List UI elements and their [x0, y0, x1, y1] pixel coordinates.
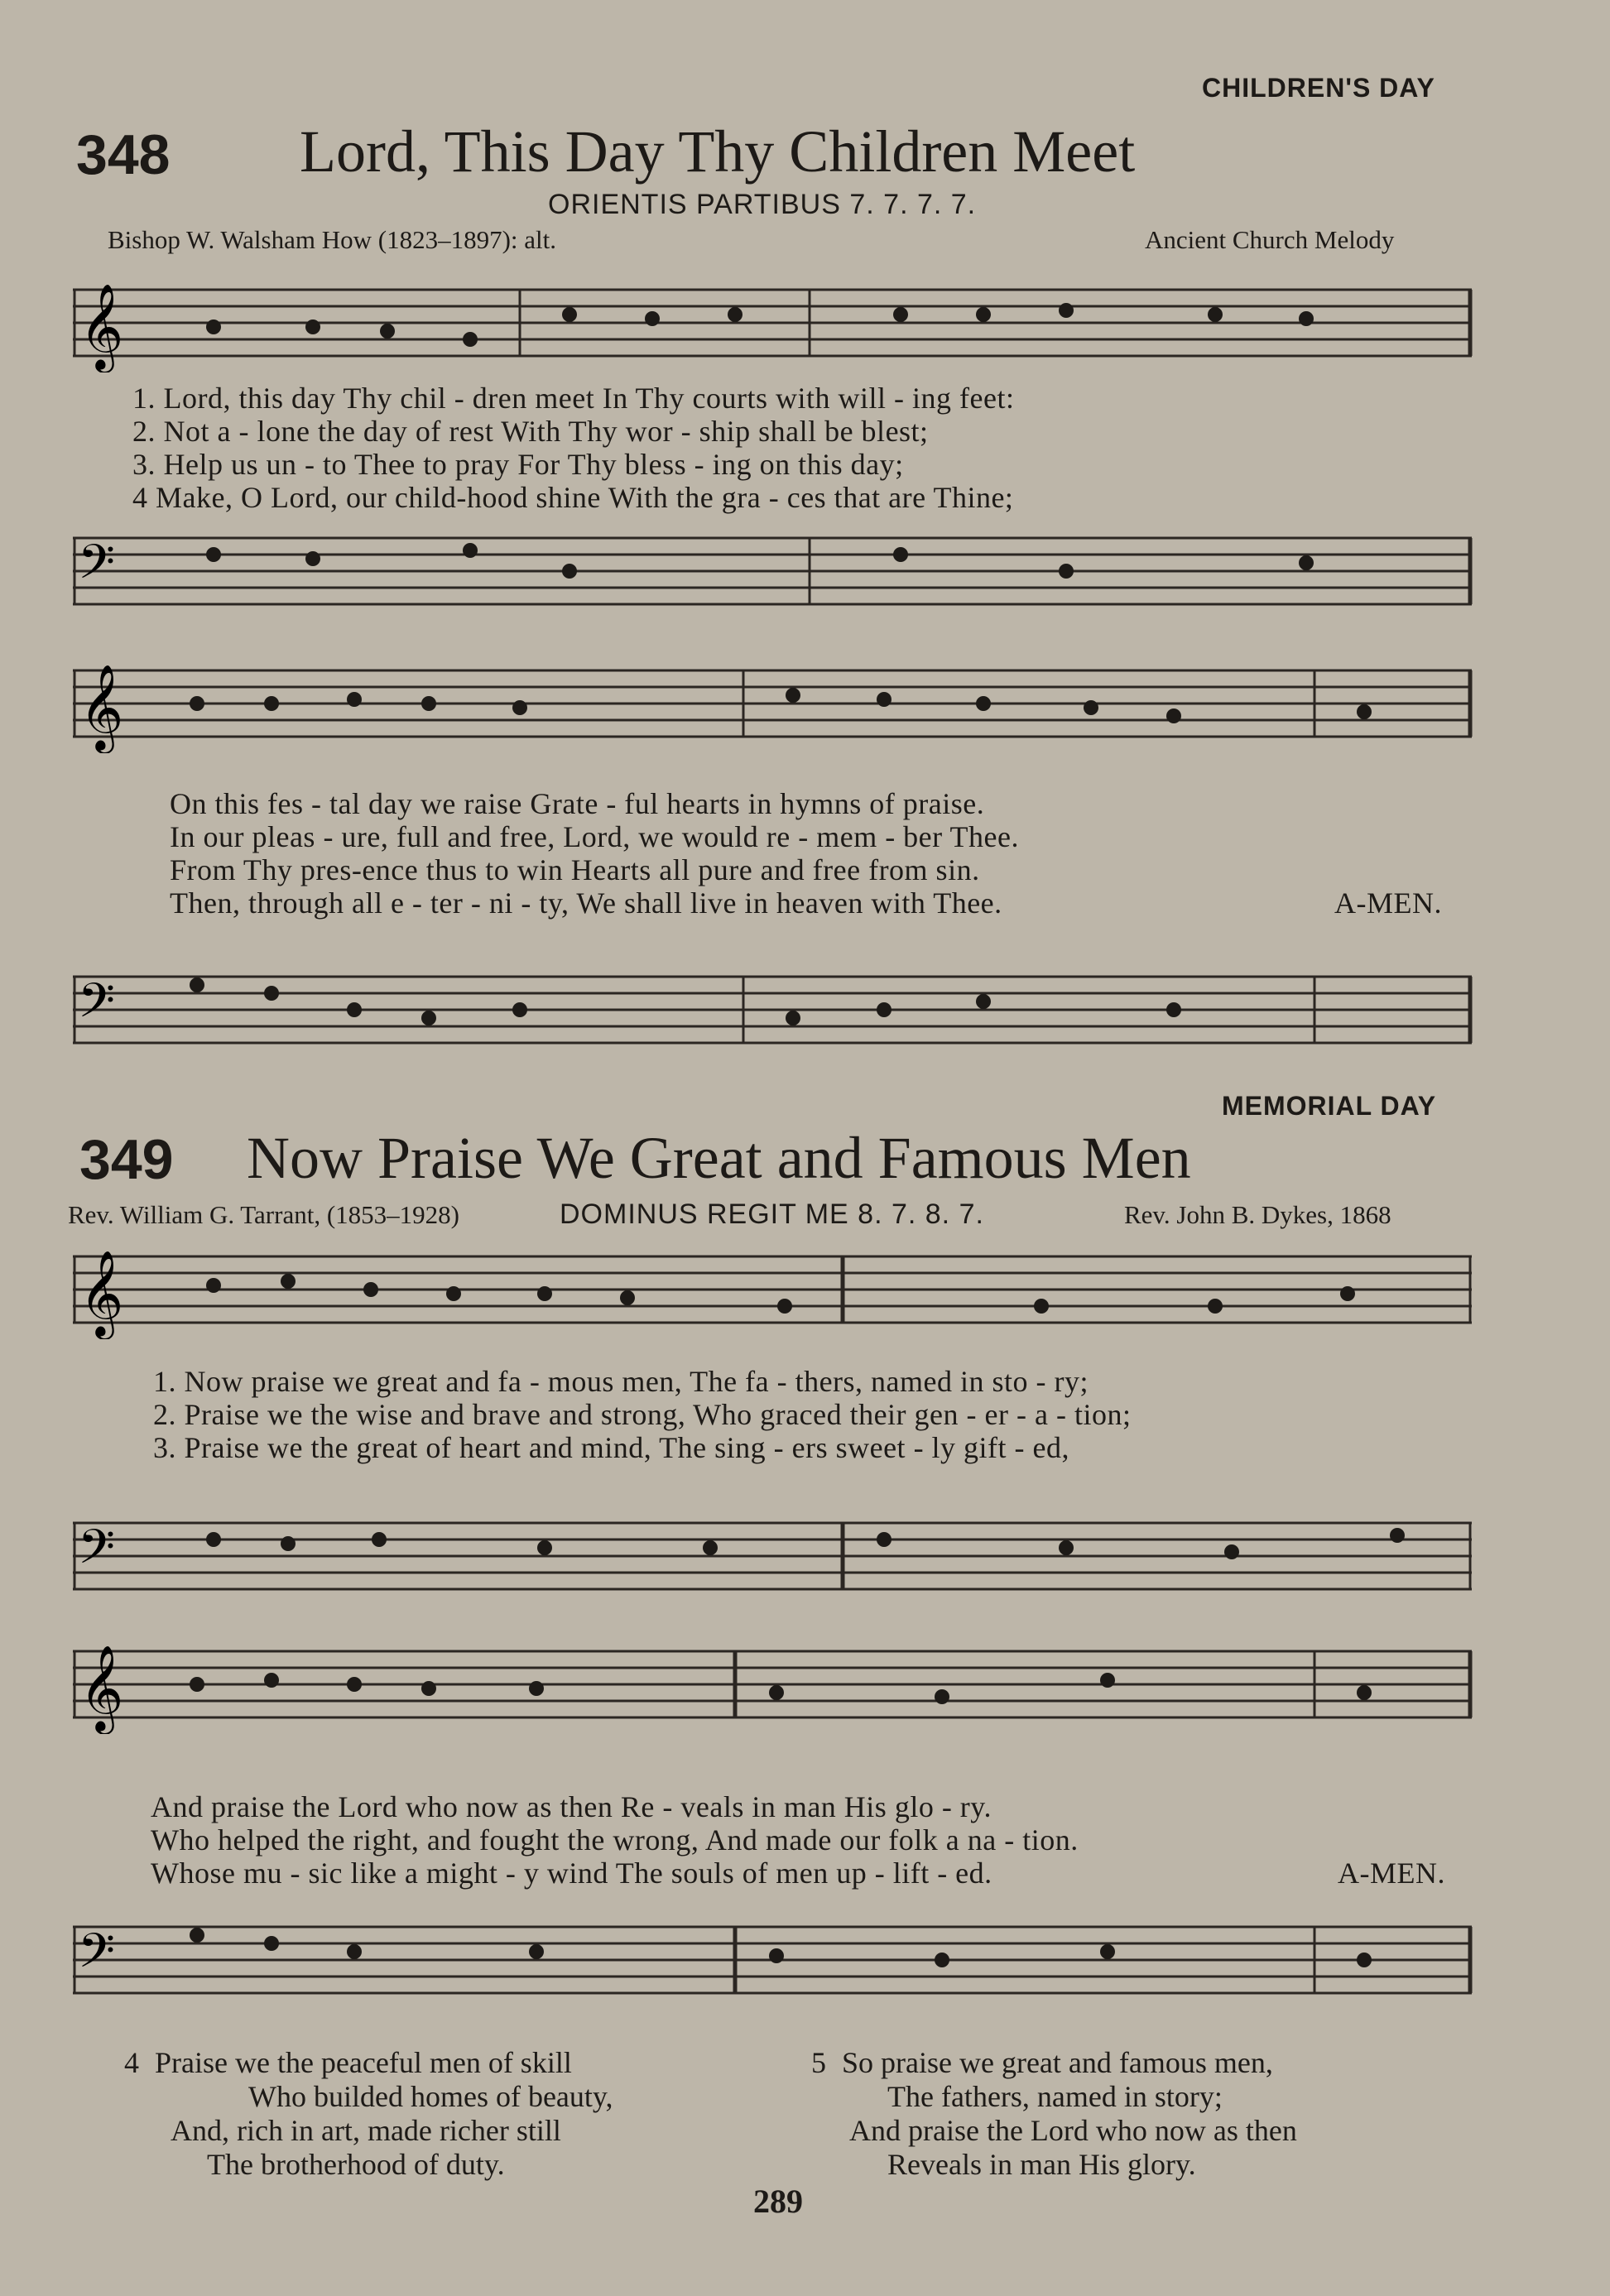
- amen-349: A-MEN.: [1338, 1856, 1445, 1890]
- lyric-348-b-1: On this fes - tal day we raise Grate - ful hearts in hymns of praise.: [170, 787, 985, 820]
- stanza-5-line: The fathers, named in story;: [887, 2080, 1223, 2113]
- composer-349: Rev. John B. Dykes, 1868: [1124, 1200, 1391, 1229]
- music-staff-bass: [73, 1919, 1480, 2010]
- lyric-348-b-4: Then, through all e - ter - ni - ty, We shall live in heaven with Thee.: [170, 886, 1002, 920]
- lyric-348-a-2: 2. Not a - lone the day of rest With Thy wor - ship shall be blest;: [132, 415, 929, 448]
- music-staff-treble: [73, 1643, 1480, 1734]
- svg-text:𝄞: 𝄞: [79, 283, 124, 370]
- svg-text:𝄢: 𝄢: [78, 534, 116, 602]
- hymn-title-349: Now Praise We Great and Famous Men: [247, 1125, 1191, 1191]
- hymn-number-348: 348: [76, 123, 171, 186]
- author-349: Rev. William G. Tarrant, (1853–1928): [68, 1200, 459, 1229]
- amen-348: A-MEN.: [1334, 886, 1442, 920]
- svg-text:𝄢: 𝄢: [78, 1519, 116, 1587]
- stanza-4-line: And, rich in art, made richer still: [171, 2114, 561, 2147]
- hymn-number-349: 349: [79, 1128, 174, 1191]
- music-staff-treble: [73, 1248, 1480, 1339]
- lyric-349-b-2: Who helped the right, and fought the wrong, And made our folk a na - tion.: [151, 1823, 1079, 1856]
- hymn-title-348: Lord, This Day Thy Children Meet: [300, 118, 1136, 185]
- lyric-349-b-3: Whose mu - sic like a might - y wind The souls of men up - lift - ed.: [151, 1856, 992, 1890]
- lyric-349-a-1: 1. Now praise we great and fa - mous men, The fa - thers, named in sto - ry;: [153, 1365, 1089, 1398]
- section-label-memorial-day: MEMORIAL DAY: [1222, 1091, 1437, 1121]
- tune-name-349: DOMINUS REGIT ME 8. 7. 8. 7.: [560, 1198, 984, 1230]
- music-staff-treble: [73, 662, 1480, 753]
- music-staff-bass: [73, 530, 1480, 621]
- stanza-4-line: Praise we the peaceful men of skill: [155, 2046, 572, 2079]
- lyric-348-a-3: 3. Help us un - to Thee to pray For Thy bless - ing on this day;: [132, 448, 904, 481]
- stanza-5-line: Reveals in man His glory.: [887, 2148, 1196, 2181]
- stanza-4-number: 4: [124, 2046, 139, 2079]
- lyric-348-a-1: 1. Lord, this day Thy chil - dren meet In Thy courts with will - ing feet:: [132, 382, 1015, 415]
- svg-text:𝄢: 𝄢: [78, 973, 116, 1040]
- stanza-4-line: The brotherhood of duty.: [207, 2148, 505, 2181]
- svg-text:𝄞: 𝄞: [79, 1645, 124, 1732]
- lyric-349-b-1: And praise the Lord who now as then Re - veals in man His glo - ry.: [151, 1790, 992, 1823]
- stanza-5-number: 5: [811, 2046, 826, 2079]
- stanza-5-line: And praise the Lord who now as then: [849, 2114, 1297, 2147]
- stanza-5: [811, 2046, 1297, 2182]
- svg-text:𝄞: 𝄞: [79, 1250, 124, 1337]
- stanza-5-line: So praise we great and famous men,: [842, 2046, 1273, 2079]
- tune-name-348: ORIENTIS PARTIBUS 7. 7. 7. 7.: [548, 189, 977, 220]
- music-staff-bass: [73, 1515, 1480, 1606]
- svg-text:𝄞: 𝄞: [79, 664, 124, 751]
- composer-348: Ancient Church Melody: [1145, 225, 1395, 254]
- stanza-4-line: Who builded homes of beauty,: [248, 2080, 613, 2113]
- svg-text:𝄢: 𝄢: [78, 1923, 116, 1991]
- stanza-4: [124, 2046, 613, 2182]
- music-staff-treble: [73, 281, 1480, 372]
- lyric-349-a-3: 3. Praise we the great of heart and mind, The sing - ers sweet - ly gift - ed,: [153, 1431, 1070, 1464]
- page-number: 289: [753, 2183, 803, 2220]
- section-label-childrens-day: CHILDREN'S DAY: [1202, 73, 1435, 103]
- lyric-348-b-2: In our pleas - ure, full and free, Lord, we would re - mem - ber Thee.: [170, 820, 1019, 853]
- music-staff-bass: [73, 968, 1480, 1059]
- lyric-349-a-2: 2. Praise we the wise and brave and strong, Who graced their gen - er - a - tion;: [153, 1398, 1132, 1431]
- lyric-348-a-4: 4 Make, O Lord, our child-hood shine With the gra - ces that are Thine;: [132, 481, 1014, 514]
- author-348: Bishop W. Walsham How (1823–1897): alt.: [108, 225, 557, 254]
- lyric-348-b-3: From Thy pres-ence thus to win Hearts all pure and free from sin.: [170, 853, 980, 886]
